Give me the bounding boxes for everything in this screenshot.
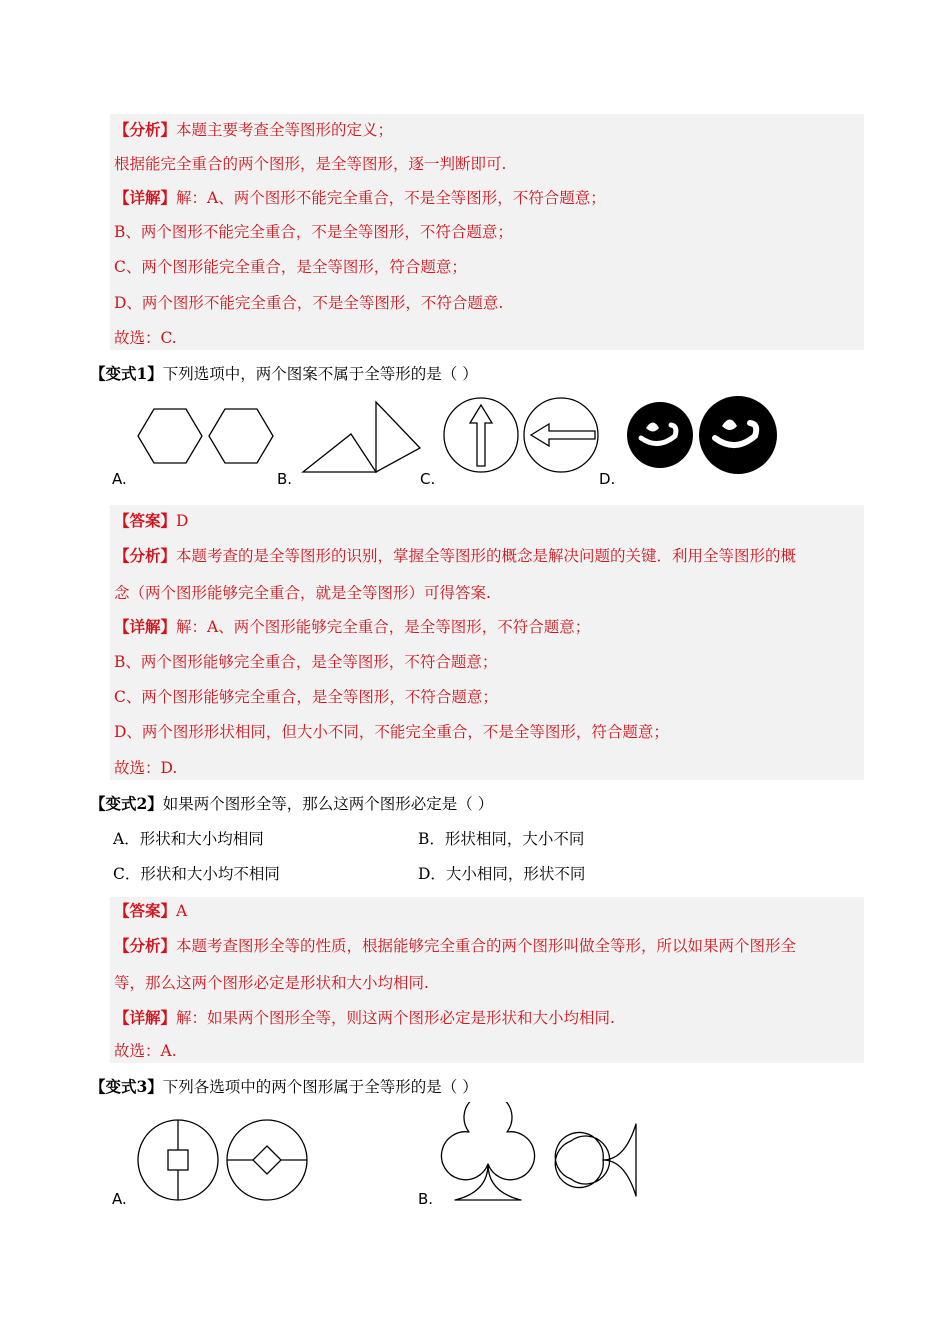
circle-shape	[524, 398, 598, 472]
solution-line: D、两个图形形状相同，但大小不同，不能完全重合，不是全等图形，符合题意；	[114, 723, 669, 741]
answer-tag: 【答案】	[114, 901, 177, 920]
option-label: A.	[112, 1190, 127, 1208]
option-c: C．形状和大小均不相同	[113, 865, 280, 883]
analysis-text: 本题主要考查全等图形的定义；	[176, 121, 394, 139]
answer-line	[114, 511, 188, 531]
q1-figures	[100, 396, 800, 486]
black-disk-shape	[627, 402, 693, 468]
analysis-tag: 【分析】	[114, 546, 177, 565]
option-b: B．形状相同，大小不同	[418, 830, 585, 848]
question-text: 如果两个图形全等，那么这两个图形必定是（ ）	[162, 795, 494, 813]
analysis-line	[114, 936, 796, 956]
question-text: 下列各选项中的两个图形属于全等形的是（ ）	[162, 1078, 478, 1096]
triangle-shape	[303, 434, 376, 472]
detail-line	[114, 1008, 615, 1028]
detail-tag: 【详解】	[114, 188, 177, 207]
answer-text: D	[176, 512, 189, 530]
club-shape	[441, 1102, 534, 1200]
solution-box-2	[110, 505, 864, 780]
option-a: A．形状和大小均相同	[113, 830, 264, 848]
solution-line: B、两个图形不能完全重合，不是全等图形，不符合题意；	[114, 223, 513, 241]
solution-line: 念（两个图形能够完全重合，就是全等图形）可得答案.	[114, 584, 491, 602]
detail-text: 解：A、两个图形能够完全重合，是全等图形，不符合题意；	[176, 618, 591, 636]
question-3	[90, 1077, 478, 1097]
solution-line: 故选：A.	[114, 1042, 177, 1060]
left-arrow-shape	[531, 424, 595, 446]
question-tag: 【变式3】	[90, 1077, 163, 1096]
hexagon-shape	[209, 409, 273, 463]
analysis-tag: 【分析】	[114, 120, 177, 139]
question-tag: 【变式2】	[90, 794, 163, 813]
solution-line: 故选：D.	[114, 759, 178, 777]
solution-box-3	[110, 897, 864, 1063]
black-disk-shape	[699, 396, 777, 474]
option-label: A.	[112, 470, 127, 488]
detail-text: 解：如果两个图形全等，则这两个图形必定是形状和大小均相同.	[176, 1009, 615, 1027]
question-text: 下列选项中，两个图案不属于全等形的是（ ）	[162, 365, 478, 383]
solution-box-1	[110, 114, 864, 350]
square-shape	[168, 1150, 188, 1170]
option-label: C.	[420, 470, 436, 488]
detail-line	[114, 617, 590, 637]
solution-line: D、两个图形不能完全重合，不是全等图形，不符合题意.	[114, 294, 504, 312]
detail-text: 解：A、两个图形不能完全重合，不是全等图形，不符合题意；	[176, 189, 606, 207]
option-label: B.	[418, 1190, 434, 1208]
option-d: D．大小相同，形状不同	[418, 865, 586, 883]
option-label: D.	[599, 470, 616, 488]
answer-text: A	[176, 902, 188, 920]
detail-tag: 【详解】	[114, 617, 177, 636]
solution-line: C、两个图形能够完全重合，是全等图形，不符合题意；	[114, 688, 498, 706]
club-shape	[555, 1124, 636, 1196]
hexagon-shape	[138, 409, 202, 463]
detail-line	[114, 188, 606, 208]
solution-line: C、两个图形能完全重合，是全等图形，符合题意；	[114, 258, 467, 276]
triangle-shape	[376, 402, 420, 472]
solution-line: B、两个图形能够完全重合，是全等图形，不符合题意；	[114, 653, 498, 671]
analysis-text: 本题考查图形全等的性质，根据能够完全重合的两个图形叫做全等形，所以如果两个图形全	[176, 937, 797, 955]
option-label: B.	[277, 470, 293, 488]
solution-line: 故选：C.	[114, 329, 177, 347]
answer-tag: 【答案】	[114, 511, 177, 530]
q3-figures	[120, 1102, 680, 1212]
analysis-text: 本题考查的是全等图形的识别，掌握全等图形的概念是解决问题的关键．利用全等图形的概	[176, 547, 797, 565]
diamond-shape	[253, 1146, 281, 1174]
analysis-line	[114, 120, 393, 140]
solution-line: 等，那么这两个图形必定是形状和大小均相同.	[114, 974, 429, 992]
detail-tag: 【详解】	[114, 1008, 177, 1027]
solution-line: 根据能完全重合的两个图形，是全等图形，逐一判断即可.	[114, 155, 507, 173]
question-tag: 【变式1】	[90, 364, 163, 383]
question-2	[90, 794, 493, 814]
answer-line	[114, 901, 187, 921]
up-arrow-shape	[470, 405, 492, 466]
question-1	[90, 364, 478, 384]
analysis-tag: 【分析】	[114, 936, 177, 955]
analysis-line	[114, 546, 796, 566]
circle-shape	[444, 398, 518, 472]
